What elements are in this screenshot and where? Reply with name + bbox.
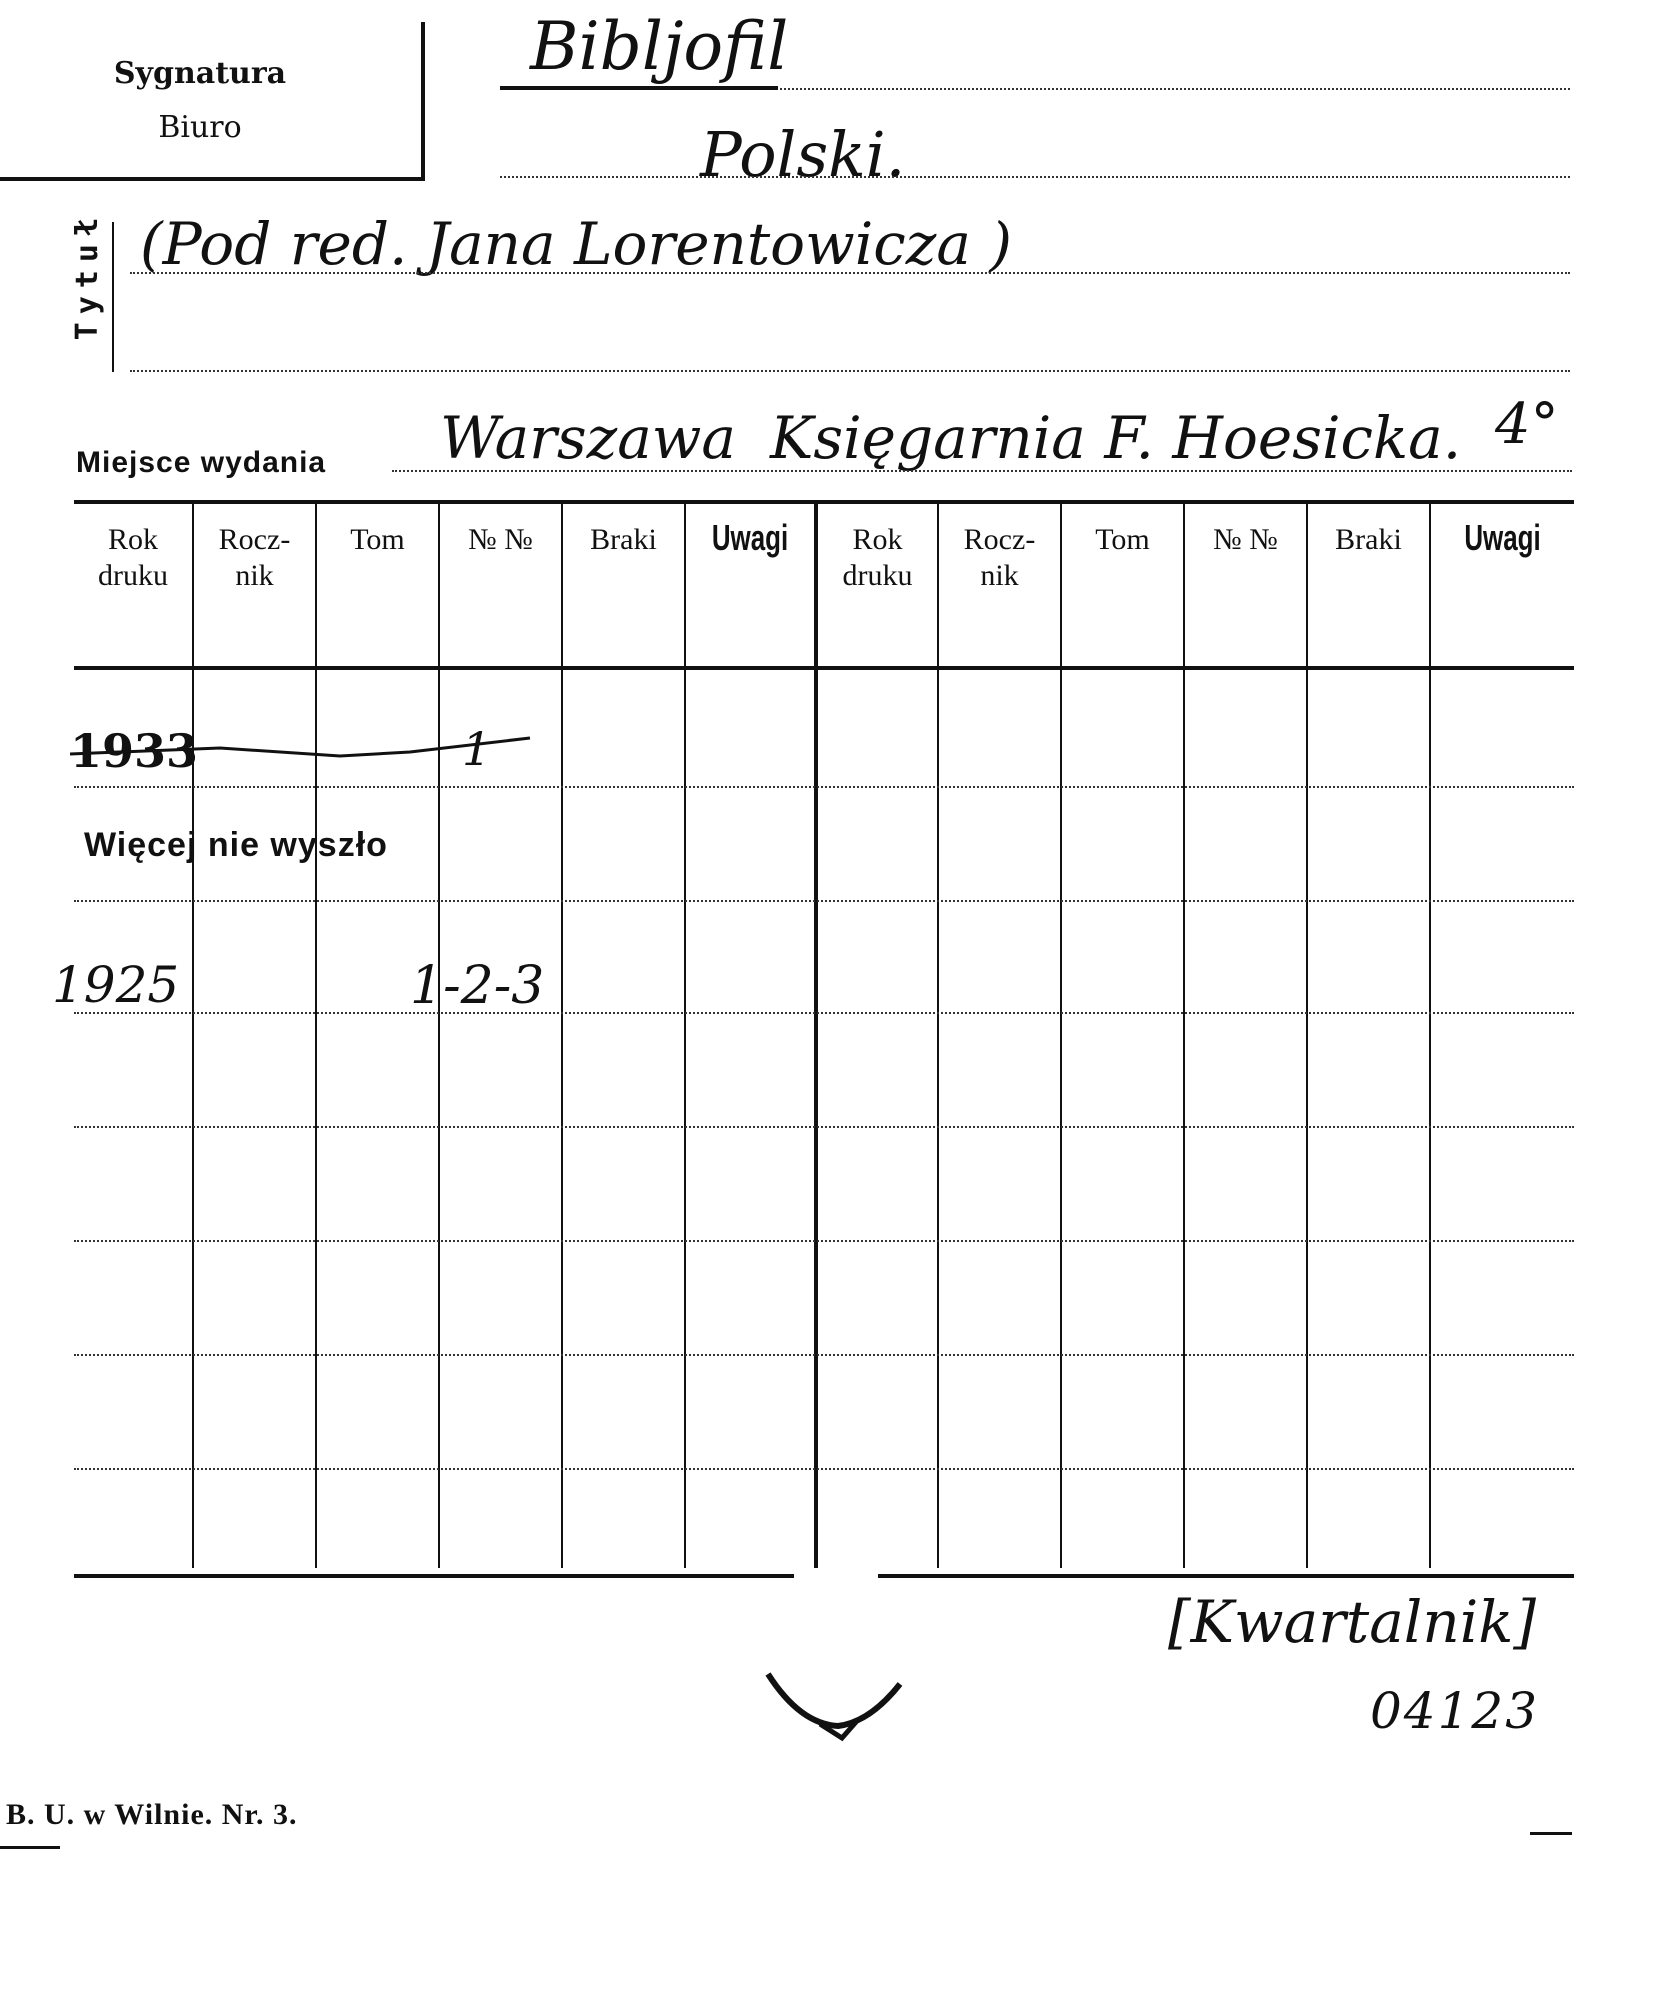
col-divider <box>561 504 563 1568</box>
publisher-value: Księgarnia F. Hoesicka. <box>770 404 1462 472</box>
title-dotline-1 <box>780 88 1570 90</box>
col-divider <box>1306 504 1308 1568</box>
title-dotline-2 <box>500 176 1570 178</box>
brace-mark <box>760 1664 910 1744</box>
col-header-tom: Tom <box>1095 523 1150 556</box>
row-line <box>74 1126 1574 1128</box>
footer-print-mark: B. U. w Wilnie. Nr. 3. <box>6 1798 298 1831</box>
col-header-uwagi: Uwagi <box>711 517 789 558</box>
row-line <box>74 1468 1574 1470</box>
place-label: Miejsce wydania <box>76 446 327 479</box>
tytul-dotline-1 <box>130 272 1570 274</box>
col-header-rok: Rok druku <box>842 523 913 592</box>
col-divider <box>1429 504 1431 1568</box>
place-dotline <box>392 470 1572 472</box>
row-line <box>74 1354 1574 1356</box>
stamp-no-more-issues: Więcej nie wyszło <box>84 826 388 864</box>
tytul-bracket <box>112 222 114 372</box>
title-line-1: Bibljofil <box>530 8 789 85</box>
table-top-rule <box>74 500 1574 504</box>
editor-note: (Pod red. Jana Lorentowicza ) <box>140 210 1012 278</box>
col-divider <box>1183 504 1185 1568</box>
row-line <box>74 1012 1574 1014</box>
col-divider <box>684 504 686 1568</box>
note-number: 04123 <box>1370 1682 1540 1740</box>
table-bottom-rule-right <box>878 1574 1574 1578</box>
signature-biuro-label: Biuro <box>158 110 242 145</box>
table-bottom-rule-left <box>74 1574 794 1578</box>
row-line <box>74 1240 1574 1242</box>
row-line <box>74 786 1574 788</box>
format-value: 4° <box>1495 392 1559 457</box>
signature-box <box>0 22 425 181</box>
col-header-braki: Braki <box>590 523 657 556</box>
col-header-tom: Tom <box>350 523 405 556</box>
tytul-label: Tytuł <box>70 210 105 341</box>
col-divider <box>438 504 440 1568</box>
col-header-rok: Rok druku <box>98 523 168 592</box>
row1-number: 1 <box>462 722 492 776</box>
col-header-rocznik: Rocz- nik <box>218 523 291 592</box>
row3-numbers: 1-2-3 <box>410 956 545 1016</box>
row3-year: 1925 <box>52 956 180 1014</box>
title-underline <box>500 86 778 90</box>
col-header-braki: Braki <box>1335 523 1402 556</box>
col-divider <box>315 504 317 1568</box>
strikethrough-line <box>70 730 540 770</box>
place-value: Warszawa <box>440 404 737 472</box>
edge-mark <box>1530 1832 1572 1835</box>
row-line <box>74 900 1574 902</box>
col-header-uwagi: Uwagi <box>1464 517 1541 558</box>
col-header-rocznik: Rocz- nik <box>963 523 1036 592</box>
center-divider <box>814 504 818 1568</box>
tytul-dotline-2 <box>130 370 1570 372</box>
table-header-rule <box>74 666 1574 670</box>
col-divider <box>192 504 194 1568</box>
col-header-numbers: № № <box>1213 523 1278 556</box>
col-divider <box>937 504 939 1568</box>
signature-label: Sygnatura <box>113 56 287 91</box>
note-kwartalnik: [Kwartalnik] <box>1168 1588 1537 1656</box>
col-divider <box>1060 504 1062 1568</box>
title-line-2: Polski. <box>700 118 906 191</box>
row1-year: 1933 <box>70 724 199 778</box>
footer-edge-mark <box>0 1846 60 1849</box>
col-header-numbers: № № <box>468 523 533 556</box>
